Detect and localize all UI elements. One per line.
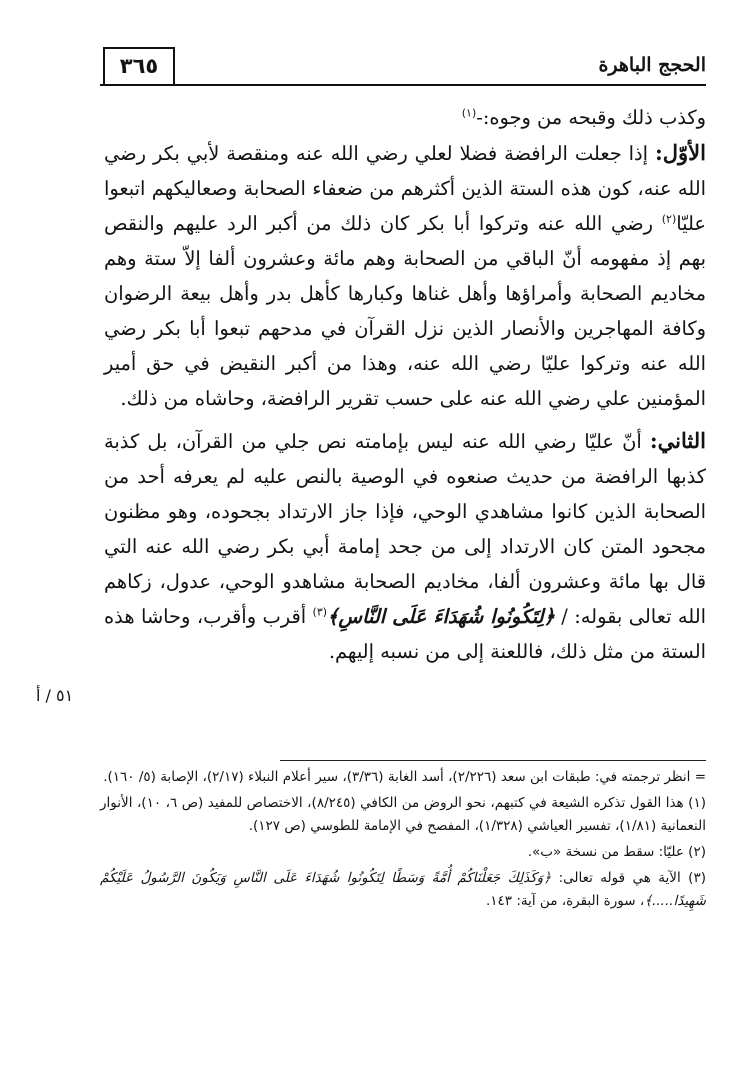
first-point-text-a: إذا جعلت الرافضة فضلا لعلي رضي الله عنه ومنقصة لأبي بكر رضي الله عنه، كون هذه الستة الذين أكثرهم من ضعفاء الصحابة وصعاليكهم اتبعوا عليّا xyxy=(104,142,706,235)
second-point-text-b: أقرب وأقرب، وحاشا هذه الستة من مثل ذلك، فاللعنة إلى من نسبه إليهم. xyxy=(104,605,706,663)
paragraph-second xyxy=(104,423,706,669)
footnote-3-text-a: (٣) الآية هي قوله تعالى: xyxy=(558,870,706,886)
header-rule xyxy=(100,84,706,86)
running-title: الحجج الباهرة xyxy=(598,54,706,76)
main-text xyxy=(104,100,706,669)
footnote-3 xyxy=(100,867,706,913)
first-point-label: الأوّل: xyxy=(655,140,706,165)
footnote-continuation: = انظر ترجمته في: طبقات ابن سعد (٢/٢٢٦)، أسد الغابة (٣/٣٦)، سير أعلام النبلاء (٢/١٧)، الإصابة (٥/ ١٦٠). xyxy=(103,769,706,785)
second-point-label: الثاني: xyxy=(649,428,706,453)
footnote-ref-1: (١) xyxy=(461,106,477,120)
footnote-rule xyxy=(280,760,706,761)
first-point-text-b: رضي الله عنه وتركوا أبا بكر كان ذلك من أكبر الرد عليهم والنقص بهم إذ مفهومه أنّ الباقي من الصحابة وهم مائة وعشرون ألفا إلاّ ستة وهم مخاديم الصحابة وأمراؤها وأهل غناها وكبارها كأهل بدر وأهل بيعة الرضوان وكافة المهاجرين والأنصار الذين نزل القرآن في مدحهم تبعوا أبا بكر رضي الله عنه وتركوا عليّا رضي الله عنه، وهذا من أكبر النقيض في حق أمير المؤمنين علي رضي الله عنه على حسب تقرير الرافضة، وحاشاه من ذلك. xyxy=(104,212,706,410)
footnote-3-verse: ﴿وَكَذَلِكَ جَعَلْنَاكُمْ أُمَّةً وَسَطًا لِتَكُونُوا شُهَدَاءَ عَلَى النَّاسِ وَيَكُونَ الرَّسُولُ عَلَيْكُمْ شَهِيدًا.....﴾ xyxy=(100,870,706,909)
intro-text: وكذب ذلك وقبحه من وجوه:- xyxy=(476,106,706,129)
footnote-ref-2: (٢) xyxy=(661,212,677,226)
quran-verse: ﴿لِتَكُونُوا شُهَدَاءَ عَلَى النَّاسِ﴾ xyxy=(327,605,555,628)
paragraph-first xyxy=(104,135,706,416)
footnotes xyxy=(100,766,706,916)
second-point-text-a: أنّ عليّا رضي الله عنه ليس بإمامته نص جلي من القرآن، بل كذبة كذبها الرافضة من حديث صنعوه في الوصية بالنص عليه لم يعرفه أحد من الصحابة الذين كانوا مشاهدي الوحي، فإذا جاز الارتداد بجحوده، وهو مظنون مجحود المتن كان الارتداد إلى من جحد إمامة أبي بكر رضي الله عنه التي قال بها مائة وعشرون ألفا، مخاديم الصحابة مشاهدو الوحي، عدول، زكاهم الله تعالى بقوله: / xyxy=(104,430,707,628)
footnote-2: (٢) عليّا: سقط من نسخة «ب». xyxy=(527,844,706,860)
footnote-ref-3: (٣) xyxy=(312,605,328,619)
footnote-1: (١) هذا القول تذكره الشيعة في كتبهم، نحو الروض من الكافي (٨/٢٤٥)، الاختصاص للمفيد (ص ٦، ١٠)، الأنوار النعمانية (١/٨١)، تفسير العياشي (١/٣٢٨)، المفصح في الإمامة للطوسي (ص ١٢٧). xyxy=(100,795,706,834)
intro-paragraph xyxy=(104,100,706,135)
page-number: ٣٦٥ xyxy=(103,47,175,85)
manuscript-folio-marker: ٥١ / أ xyxy=(36,686,74,705)
footnote-3-text-b: ، سورة البقرة، من آية: ١٤٣. xyxy=(485,893,645,909)
